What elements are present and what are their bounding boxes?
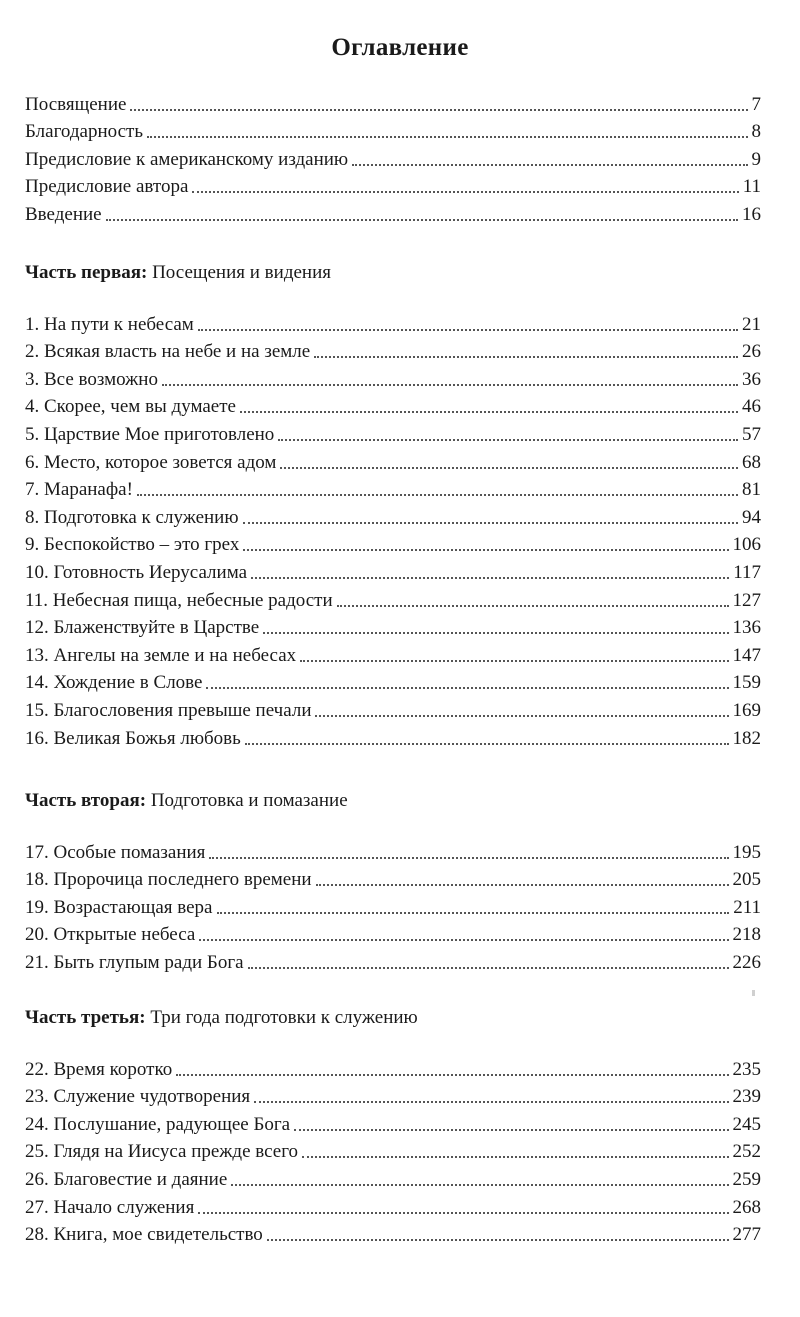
dot-leader: [245, 743, 729, 745]
page-title: Оглавление: [331, 34, 469, 61]
entry-page-number: 16: [742, 203, 761, 225]
chapter-list: [25, 836, 761, 974]
toc-entry: [25, 864, 761, 892]
toc-entry: [25, 722, 761, 750]
entry-page-number: 268: [732, 1196, 761, 1218]
entry-page-number: 218: [732, 924, 761, 946]
toc-entry: [25, 501, 761, 529]
dot-leader: [198, 329, 738, 331]
entry-page-number: 81: [742, 479, 761, 501]
entry-page-number: 7: [751, 93, 761, 115]
entry-page-number: 235: [732, 1058, 761, 1080]
entry-title: 4. Скорее, чем вы думаете: [25, 396, 236, 418]
toc-entry: [25, 584, 761, 612]
dot-leader: [352, 164, 747, 166]
entry-title: 15. Благословения превыше печали: [25, 699, 312, 721]
toc-entry: [25, 336, 761, 364]
toc-entry: [25, 1053, 761, 1081]
toc-entry: [25, 891, 761, 919]
dot-leader: [176, 1074, 728, 1076]
dot-leader: [231, 1184, 728, 1186]
toc-entry: [25, 198, 761, 226]
toc-entry: [25, 836, 761, 864]
dot-leader: [316, 884, 729, 886]
entry-title: 19. Возрастающая вера: [25, 896, 213, 918]
entry-page-number: 8: [751, 121, 761, 143]
entry-page-number: 259: [732, 1168, 761, 1190]
entry-page-number: 36: [742, 368, 761, 390]
part-title: Посещения и видения: [152, 262, 331, 283]
entry-title: 14. Хождение в Слове: [25, 672, 203, 694]
entry-title: 16. Великая Божья любовь: [25, 727, 241, 749]
entry-title: 5. Царствие Мое приготовлено: [25, 423, 275, 445]
entry-page-number: 21: [742, 313, 761, 335]
part-prefix: Часть третья:: [25, 1007, 146, 1028]
toc-entry: [25, 363, 761, 391]
toc-entry: [25, 529, 761, 557]
toc-entry: [25, 446, 761, 474]
toc-entry: [25, 171, 761, 199]
entry-title: 26. Благовестие и даяние: [25, 1168, 228, 1190]
entry-page-number: 245: [732, 1113, 761, 1135]
entry-title: 2. Всякая власть на небе и на земле: [25, 341, 311, 363]
entry-page-number: 169: [732, 699, 761, 721]
dot-leader: [137, 494, 738, 496]
toc-entry: [25, 556, 761, 584]
dot-leader: [243, 522, 738, 524]
toc-entry: [25, 694, 761, 722]
entry-page-number: 94: [742, 506, 761, 528]
toc-entry: [25, 1219, 761, 1247]
entry-page-number: 277: [732, 1224, 761, 1246]
toc-entry: [25, 639, 761, 667]
entry-page-number: 127: [732, 589, 761, 611]
entry-page-number: 57: [742, 423, 761, 445]
entry-title: 22. Время коротко: [25, 1058, 173, 1080]
dot-leader: [198, 1212, 728, 1214]
toc-entry: [25, 667, 761, 695]
dot-leader: [192, 191, 738, 193]
part-title: Три года подготовки к служению: [150, 1007, 418, 1028]
dot-leader: [199, 939, 728, 941]
entry-page-number: 46: [742, 396, 761, 418]
dot-leader: [300, 660, 728, 662]
entry-title: 21. Быть глупым ради Бога: [25, 951, 244, 973]
entry-page-number: 159: [732, 672, 761, 694]
entry-title: 8. Подготовка к служению: [25, 506, 239, 528]
entry-title: 3. Все возможно: [25, 368, 158, 390]
dot-leader: [147, 136, 748, 138]
dot-leader: [280, 467, 738, 469]
entry-title: Посвящение: [25, 93, 127, 115]
dot-leader: [106, 219, 738, 221]
entry-title: 13. Ангелы на земле и на небесах: [25, 644, 297, 666]
toc-entry: [25, 1081, 761, 1109]
dot-leader: [209, 857, 728, 859]
dot-leader: [243, 549, 728, 551]
entry-title: 20. Открытые небеса: [25, 924, 196, 946]
front-matter-list: [25, 88, 761, 226]
dot-leader: [162, 384, 738, 386]
entry-page-number: 211: [733, 896, 761, 918]
entry-title: Благодарность: [25, 121, 143, 143]
entry-title: 1. На пути к небесам: [25, 313, 194, 335]
part-title: Подготовка и помазание: [150, 790, 348, 811]
entry-title: 12. Блаженствуйте в Царстве: [25, 617, 260, 639]
dot-leader: [314, 356, 738, 358]
toc-entry: [25, 474, 761, 502]
entry-page-number: 226: [732, 951, 761, 973]
toc-entry: [25, 919, 761, 947]
toc-entry: [25, 1163, 761, 1191]
toc-entry: [25, 1191, 761, 1219]
entry-title: Введение: [25, 203, 102, 225]
toc-entry: [25, 308, 761, 336]
entry-title: 18. Пророчица последнего времени: [25, 869, 312, 891]
entry-page-number: 11: [742, 176, 761, 198]
entry-page-number: 182: [732, 727, 761, 749]
toc-entry: [25, 143, 761, 171]
entry-page-number: 195: [732, 841, 761, 863]
entry-title: 11. Небесная пища, небесные радости: [25, 589, 333, 611]
entry-title: 17. Особые помазания: [25, 841, 206, 863]
part-prefix: Часть первая:: [25, 262, 148, 283]
entry-page-number: 106: [732, 534, 761, 556]
entry-page-number: 26: [742, 341, 761, 363]
dot-leader: [263, 632, 728, 634]
toc-entry: [25, 116, 761, 144]
dot-leader: [130, 109, 747, 111]
dot-leader: [240, 411, 738, 413]
entry-title: 24. Послушание, радующее Бога: [25, 1113, 291, 1135]
toc-entry: [25, 946, 761, 974]
dot-leader: [294, 1129, 728, 1131]
toc-entry: [25, 391, 761, 419]
chapter-list: [25, 1053, 761, 1246]
toc-entry: [25, 612, 761, 640]
part-heading: [25, 790, 348, 812]
dot-leader: [302, 1156, 728, 1158]
entry-title: 7. Маранафа!: [25, 479, 133, 501]
dot-leader: [248, 967, 729, 969]
part-heading: [25, 262, 331, 284]
dot-leader: [278, 439, 738, 441]
toc-entry: [25, 1108, 761, 1136]
entry-page-number: 239: [732, 1086, 761, 1108]
entry-title: 27. Начало служения: [25, 1196, 195, 1218]
entry-title: 6. Место, которое зовется адом: [25, 451, 277, 473]
part-prefix: Часть вторая:: [25, 790, 147, 811]
dot-leader: [251, 577, 729, 579]
toc-entry: [25, 418, 761, 446]
entry-page-number: 136: [732, 617, 761, 639]
dot-leader: [315, 715, 728, 717]
toc-entry: [25, 88, 761, 116]
entry-title: Предисловие к американскому изданию: [25, 148, 349, 170]
dot-leader: [206, 687, 728, 689]
scan-speck: [752, 990, 755, 996]
entry-title: 25. Глядя на Иисуса прежде всего: [25, 1141, 299, 1163]
entry-page-number: 147: [732, 644, 761, 666]
entry-page-number: 252: [732, 1141, 761, 1163]
dot-leader: [217, 912, 730, 914]
entry-title: 23. Служение чудотворения: [25, 1086, 251, 1108]
entry-page-number: 205: [732, 869, 761, 891]
dot-leader: [254, 1101, 728, 1103]
entry-page-number: 117: [733, 561, 761, 583]
entry-title: Предисловие автора: [25, 176, 189, 198]
entry-title: 9. Беспокойство – это грех: [25, 534, 240, 556]
entry-title: 28. Книга, мое свидетельство: [25, 1224, 263, 1246]
dot-leader: [337, 605, 729, 607]
entry-title: 10. Готовность Иерусалима: [25, 561, 248, 583]
toc-entry: [25, 1136, 761, 1164]
entry-page-number: 68: [742, 451, 761, 473]
entry-page-number: 9: [751, 148, 761, 170]
dot-leader: [267, 1239, 729, 1241]
part-heading: [25, 1007, 418, 1029]
chapter-list: [25, 308, 761, 750]
